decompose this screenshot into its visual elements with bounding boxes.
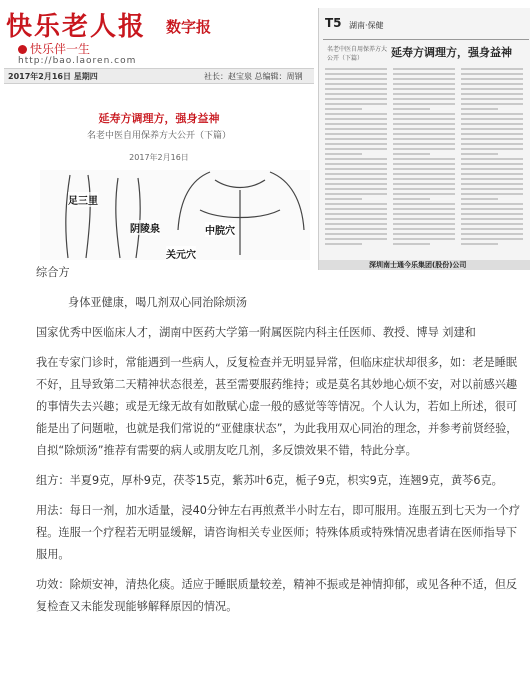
masthead (6, 6, 312, 66)
thumbnail-text-line (393, 198, 430, 200)
thumbnail-text-line (325, 158, 387, 160)
article-date: 2017年2月16日 (129, 153, 189, 162)
thumbnail-text-line (325, 113, 387, 115)
thumbnail-text-line (393, 148, 455, 150)
thumbnail-text-line (461, 113, 523, 115)
thumbnail-text-line (461, 118, 523, 120)
thumbnail-text-line (461, 223, 523, 225)
acupoint-label-zhongwan: 中脘穴 (205, 222, 235, 237)
issue-date: 2017年2月16日 星期四 (8, 72, 98, 81)
thumbnail-text-line (461, 88, 523, 90)
thumbnail-text-line (461, 213, 523, 215)
thumbnail-text-line (393, 73, 455, 75)
thumbnail-text-line (325, 78, 387, 80)
acupoint-illustration (40, 170, 310, 260)
thumbnail-text-line (461, 173, 523, 175)
thumbnail-text-line (461, 163, 523, 165)
thumbnail-text-line (461, 93, 523, 95)
slogan-dot-icon (18, 45, 27, 54)
thumbnail-text-line (393, 183, 455, 185)
thumbnail-text-line (393, 128, 455, 130)
editors-line: 社长：赵宝泉 总编辑：周钢 (204, 72, 303, 81)
article-subtitle: 名老中医自用保养方大公开（下篇） (86, 131, 231, 141)
acupoint-label-yinlingquan: 阴陵泉 (130, 220, 160, 235)
thumbnail-column (393, 68, 455, 258)
thumbnail-text-line (461, 198, 498, 200)
thumbnail-text-line (461, 148, 523, 150)
thumbnail-text-line (393, 113, 455, 115)
thumbnail-text-line (393, 223, 455, 225)
thumbnail-text-line (461, 208, 523, 210)
article-body (36, 262, 522, 618)
thumbnail-text-line (393, 168, 455, 170)
thumbnail-text-line (325, 103, 387, 105)
newspaper-logo[interactable]: 快乐老人报 (6, 12, 147, 42)
thumbnail-text-line (393, 163, 455, 165)
thumbnail-header (323, 14, 529, 40)
thumbnail-text-line (461, 168, 523, 170)
thumbnail-text-line (393, 98, 455, 100)
thumbnail-text-line (461, 78, 523, 80)
thumbnail-text-line (325, 93, 387, 95)
thumbnail-column (325, 68, 387, 258)
thumbnail-text-line (393, 243, 430, 245)
thumbnail-text-line (393, 218, 455, 220)
thumbnail-text-line (325, 68, 387, 70)
thumbnail-text-line (461, 98, 523, 100)
thumbnail-text-line (325, 223, 387, 225)
thumbnail-text-line (325, 228, 387, 230)
thumbnail-text-line (325, 238, 387, 240)
thumbnail-subtitle: 名老中医自用保养方大公开（下篇） (327, 46, 388, 62)
thumbnail-text-line (461, 73, 523, 75)
acupoint-label-zusanli: 足三里 (68, 192, 98, 207)
section-heading: 综合方 (36, 266, 70, 279)
thumbnail-text-line (393, 203, 455, 205)
thumbnail-text-line (461, 68, 523, 70)
thumbnail-text-line (393, 213, 455, 215)
slogan (18, 40, 90, 57)
thumbnail-text-line (325, 198, 362, 200)
site-url[interactable]: http://bao.laoren.com (18, 56, 137, 66)
acupoint-label-guanyuan: 关元穴 (166, 246, 196, 261)
thumbnail-text-line (393, 153, 430, 155)
thumbnail-text-line (461, 203, 523, 205)
thumbnail-text-line (461, 233, 523, 235)
thumbnail-text-line (393, 208, 455, 210)
thumbnail-text-line (461, 153, 498, 155)
thumbnail-text-line (393, 68, 455, 70)
thumbnail-text-line (325, 173, 387, 175)
thumbnail-text-line (393, 78, 455, 80)
thumbnail-text-line (393, 233, 455, 235)
thumbnail-text-line (325, 153, 362, 155)
thumbnail-text-line (461, 128, 523, 130)
thumbnail-text-line (461, 243, 498, 245)
thumbnail-text-line (325, 108, 362, 110)
thumbnail-column (461, 68, 523, 258)
thumbnail-text-line (393, 188, 455, 190)
thumbnail-text-line (393, 143, 455, 145)
thumbnail-text-line (325, 133, 387, 135)
date-bar (4, 68, 314, 84)
thumbnail-text-line (393, 178, 455, 180)
thumbnail-text-line (325, 83, 387, 85)
thumbnail-text-line (461, 108, 498, 110)
usage-paragraph: 用法：每日一剂，加水适量，浸40分钟左右再煎煮半小时左右，即可服用。连服五到七天为一个疗程。连服一个疗程若无明显缓解，请咨询相关专业医师；特殊体质或特殊情况患者请在医师指导下服用。 (36, 504, 521, 561)
thumbnail-text-line (393, 103, 455, 105)
thumbnail-text-line (393, 228, 455, 230)
thumbnail-section: 湖南·保健 (349, 21, 384, 30)
thumbnail-text-line (325, 98, 387, 100)
thumbnail-text-line (325, 138, 387, 140)
formula-paragraph: 组方：半夏9克，厚朴9克，茯苓15克，紫苏叶6克，栀子9克，枳实9克，连翘9克，黄芩6克。 (36, 474, 503, 487)
thumbnail-text-line (393, 133, 455, 135)
thumbnail-text-line (325, 178, 387, 180)
thumbnail-text-line (461, 183, 523, 185)
thumbnail-text-line (393, 193, 455, 195)
thumbnail-text-line (461, 133, 523, 135)
thumbnail-text-line (325, 208, 387, 210)
effect-paragraph: 功效：除烦安神，清热化痰。适应于睡眠质量较差，精神不振或是神情抑郁，或见各种不适，但反复检查又未能发现能够解释原因的情况。 (36, 578, 518, 613)
thumbnail-text-line (393, 238, 455, 240)
thumbnail-text-line (461, 103, 523, 105)
thumbnail-text-line (393, 123, 455, 125)
thumbnail-text-line (325, 213, 387, 215)
thumbnail-text-line (393, 173, 455, 175)
thumbnail-text-line (325, 118, 387, 120)
thumbnail-text-line (393, 158, 455, 160)
thumbnail-text-line (393, 138, 455, 140)
thumbnail-footer: 深圳南士通今乐集团(股份)公司 (319, 260, 530, 270)
thumbnail-text-line (393, 88, 455, 90)
thumbnail-text-line (393, 108, 430, 110)
body-paragraph: 我在专家门诊时，常能遇到一些病人，反复检查并无明显异常，但临床症状却很多，如：老是睡眠不好，且导致第二天精神状态很差，甚至需要服药维持；或是莫名其妙地心烦不安，对以前感兴趣的事情失去兴趣；或是无缘无故有如散赋心虚一般的感觉等等情况。个人认为，若如上所述，很可能是出了问题啦，也就是我们常说的“亚健康状态”，为此我用双心同治的理念，并参考前贤经验，自拟“除烦汤”推荐有需要的病人或朋友吃几剂，多反馈效果不错，特此分享。 (36, 356, 518, 457)
author-line: 国家优秀中医临床人才，湖南中医药大学第一附属医院内科主任医师、教授、博导 刘建和 (36, 326, 476, 339)
thumbnail-text-line (461, 123, 523, 125)
thumbnail-text-line (325, 218, 387, 220)
thumbnail-text-line (325, 88, 387, 90)
thumbnail-text-line (325, 163, 387, 165)
thumbnail-text-line (461, 158, 523, 160)
thumbnail-text-line (461, 138, 523, 140)
thumbnail-text-line (461, 83, 523, 85)
thumbnail-text-line (325, 188, 387, 190)
slogan-text: 快乐伴一生 (30, 42, 91, 56)
thumbnail-page-number: T5 (325, 16, 342, 30)
thumbnail-text-line (325, 148, 387, 150)
thumbnail-text-line (325, 233, 387, 235)
thumbnail-text-line (325, 168, 387, 170)
thumbnail-text-line (325, 243, 362, 245)
thumbnail-text-line (325, 183, 387, 185)
thumbnail-text-line (393, 83, 455, 85)
thumbnail-text-line (325, 143, 387, 145)
recipe-heading: 身体亚健康，喝几剂双心同治除烦汤 (68, 296, 248, 309)
thumbnail-text-line (461, 178, 523, 180)
thumbnail-text-line (325, 193, 387, 195)
thumbnail-text-line (393, 118, 455, 120)
thumbnail-headline: 延寿方调理方，强身益神 (391, 46, 512, 59)
digital-edition-label: 数字报 (166, 18, 212, 36)
thumbnail-text-line (461, 188, 523, 190)
thumbnail-text-line (325, 203, 387, 205)
thumbnail-text-line (461, 193, 523, 195)
newspaper-page-thumbnail[interactable] (318, 8, 530, 270)
thumbnail-text-line (461, 228, 523, 230)
article-title: 延寿方调理方，强身益神 (98, 112, 220, 125)
thumbnail-text-line (461, 143, 523, 145)
thumbnail-text-line (461, 218, 523, 220)
thumbnail-text-line (325, 73, 387, 75)
thumbnail-text-line (325, 128, 387, 130)
thumbnail-text-line (461, 238, 523, 240)
thumbnail-text-line (325, 123, 387, 125)
thumbnail-text-line (393, 93, 455, 95)
